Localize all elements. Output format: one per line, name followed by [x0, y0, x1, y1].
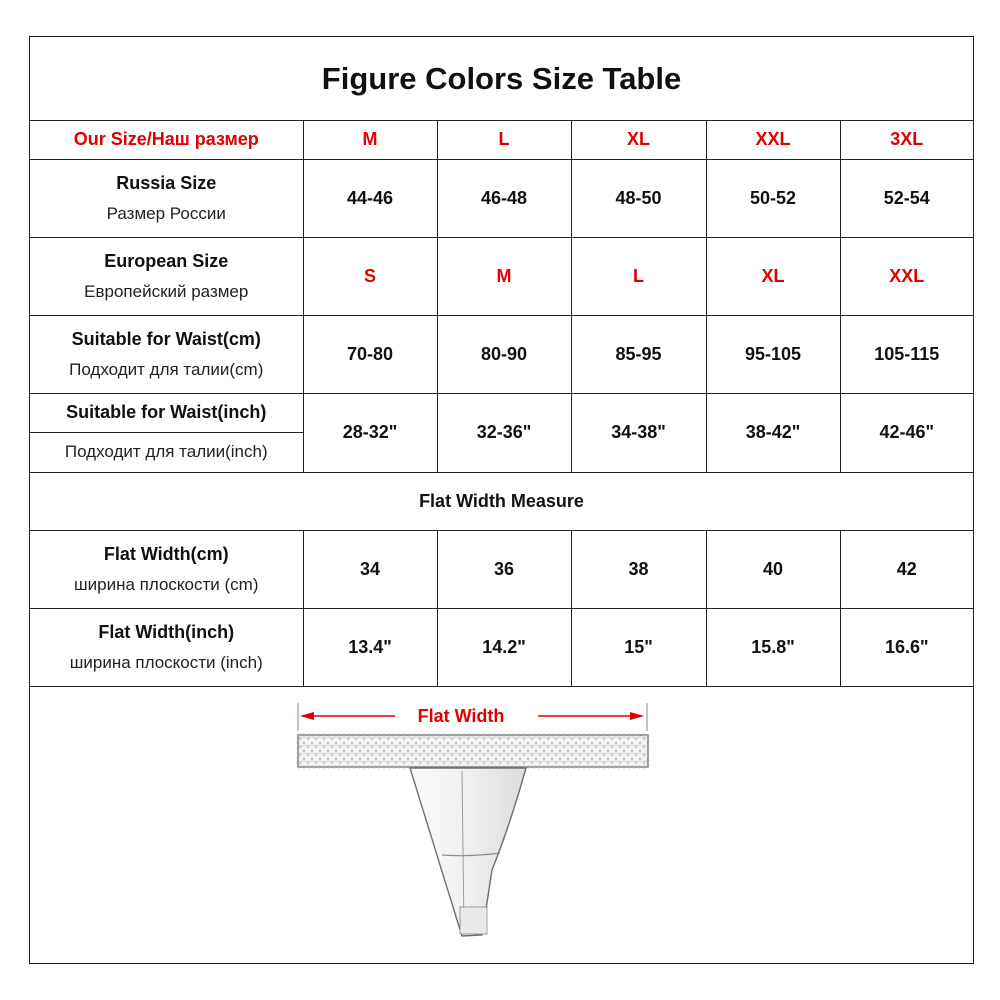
garment-diagram [30, 685, 973, 963]
table-cell: 28-32" [303, 393, 437, 472]
table-cell: L [571, 237, 706, 315]
flat-width-arrow-right [538, 712, 644, 720]
table-cell: 44-46 [303, 159, 437, 237]
table-cell: 14.2" [437, 608, 571, 686]
row-label [30, 393, 303, 472]
row-label-en: Flat Width(cm) [103, 543, 229, 564]
row-label-ru: ширина плоскости (inch) [69, 652, 263, 672]
table-cell: 36 [437, 530, 571, 608]
table-cell: 38-42" [706, 393, 840, 472]
table-cell: 42-46" [840, 393, 973, 472]
size-header-cell: M [303, 121, 437, 159]
row-label-en: Suitable for Waist(inch) [30, 394, 303, 434]
table-cell: 34 [303, 530, 437, 608]
table-cell: 50-52 [706, 159, 840, 237]
size-chart-frame [29, 36, 974, 964]
table-cell: 16.6" [840, 608, 973, 686]
row-label [30, 530, 303, 608]
row-label-ru: Подходит для талии(cm) [69, 359, 264, 379]
table-cell: M [437, 237, 571, 315]
row-label-ru: Размер России [106, 203, 226, 223]
table-cell: 32-36" [437, 393, 571, 472]
table-header-row [30, 121, 973, 159]
row-label-en: Russia Size [116, 172, 217, 193]
table-cell: 80-90 [437, 315, 571, 393]
section-title: Flat Width Measure [30, 472, 973, 530]
row-label [30, 159, 303, 237]
table-cell: 42 [840, 530, 973, 608]
size-table [30, 121, 973, 687]
row-label-ru: Подходит для талии(inch) [64, 442, 268, 462]
row-label-ru: Европейский размер [84, 281, 249, 301]
table-cell: 52-54 [840, 159, 973, 237]
row-label-en: European Size [104, 250, 229, 271]
flat-width-label: Flat Width [417, 706, 505, 726]
table-row [30, 237, 973, 315]
size-header-cell: 3XL [840, 121, 973, 159]
table-cell: 85-95 [571, 315, 706, 393]
table-row [30, 608, 973, 686]
table-row [30, 530, 973, 608]
table-cell: XL [706, 237, 840, 315]
table-cell: 34-38" [571, 393, 706, 472]
our-size-label: Our Size/Наш размер [30, 121, 303, 159]
table-cell: S [303, 237, 437, 315]
table-cell: XXL [840, 237, 973, 315]
table-cell: 40 [706, 530, 840, 608]
waistband [298, 735, 648, 767]
row-label-en: Suitable for Waist(cm) [71, 328, 261, 349]
row-label-en: Flat Width(inch) [98, 621, 235, 642]
size-header-cell: L [437, 121, 571, 159]
table-cell: 38 [571, 530, 706, 608]
flat-width-arrow-left [300, 712, 395, 720]
table-cell: 105-115 [840, 315, 973, 393]
table-cell: 15.8" [706, 608, 840, 686]
row-label [30, 237, 303, 315]
table-row [30, 315, 973, 393]
row-label [30, 608, 303, 686]
section-row [30, 472, 973, 530]
table-cell: 15" [571, 608, 706, 686]
table-cell: 95-105 [706, 315, 840, 393]
table-row [30, 393, 973, 472]
table-cell: 48-50 [571, 159, 706, 237]
table-row [30, 159, 973, 237]
size-header-cell: XL [571, 121, 706, 159]
row-label-ru: ширина плоскости (cm) [74, 574, 259, 594]
size-header-cell: XXL [706, 121, 840, 159]
table-cell: 46-48 [437, 159, 571, 237]
row-label [30, 315, 303, 393]
table-cell: 13.4" [303, 608, 437, 686]
table-cell: 70-80 [303, 315, 437, 393]
page-title: Figure Colors Size Table [30, 37, 973, 121]
